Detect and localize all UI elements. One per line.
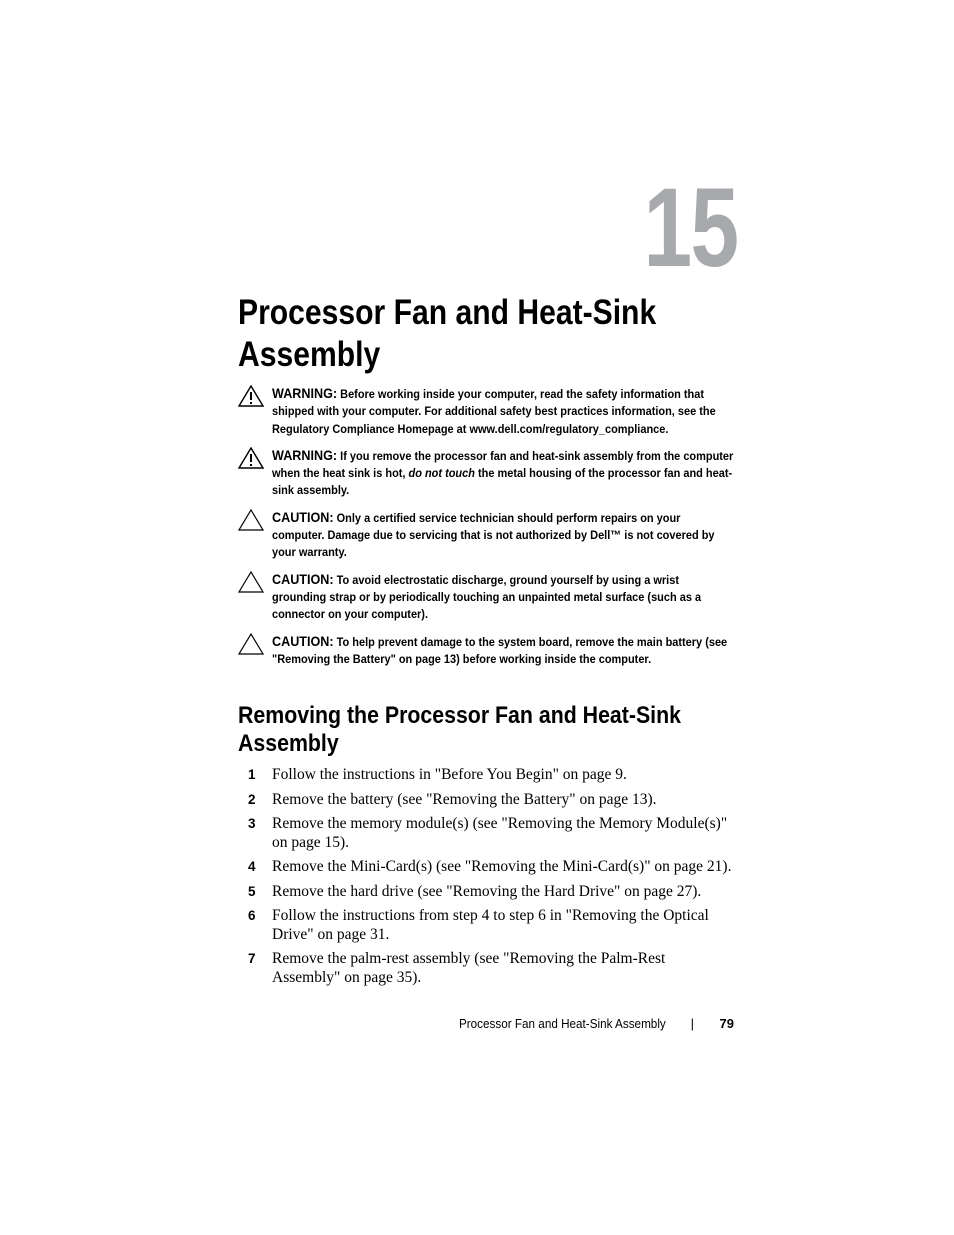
- list-item: [248, 791, 738, 810]
- list-item: [248, 858, 738, 877]
- step-text: Remove the hard drive (see "Removing the Hard Drive" on page 27).: [272, 882, 702, 900]
- caution-notice: [238, 571, 738, 624]
- notice-label: CAUTION:: [272, 632, 334, 649]
- list-item: [248, 815, 738, 852]
- footer-title: Processor Fan and Heat-Sink Assembly: [459, 1016, 666, 1031]
- step-text: Remove the palm-rest assembly (see "Removing the Palm-Rest Assembly" on page 35).: [272, 950, 666, 986]
- steps-list: [248, 766, 738, 993]
- list-item: [248, 766, 738, 785]
- caution-triangle-icon: [238, 633, 264, 655]
- step-number: 4: [248, 859, 256, 874]
- step-text: Remove the Mini-Card(s) (see "Removing the Mini-Card(s)" on page 21).: [272, 858, 732, 875]
- caution-triangle-icon: [238, 509, 264, 531]
- notice-label: CAUTION:: [272, 570, 334, 587]
- notice-label: WARNING:: [272, 385, 338, 401]
- step-number: 2: [248, 791, 256, 807]
- section-title: Removing the Processor Fan and Heat-Sink Assembly: [238, 702, 681, 757]
- notice-label: WARNING:: [272, 446, 338, 463]
- notices-list: [238, 385, 738, 677]
- step-number: 7: [248, 951, 256, 966]
- chapter-number: 15: [643, 165, 738, 290]
- page-number: 79: [719, 1016, 734, 1031]
- notice-text: To help prevent damage to the system board, remove the main battery (see "Removing the Battery" on page 13) before working inside the computer.: [272, 634, 728, 666]
- notice-text: the metal housing of the processor fan and heat-sink assembly.: [272, 466, 733, 498]
- step-number: 6: [248, 908, 256, 923]
- notice-text: If you remove the processor fan and heat-sink assembly from the computer when the heat sink is hot,: [272, 448, 734, 481]
- notice-emphasis: do not touch: [408, 466, 475, 481]
- caution-notice: [238, 509, 738, 562]
- warning-triangle-icon: [238, 385, 264, 407]
- notice-text: To avoid electrostatic discharge, ground yourself by using a wrist grounding strap or by periodically touching an unpainted metal surface (such as a connector on your computer).: [272, 572, 702, 622]
- step-text: Remove the battery (see "Removing the Battery" on page 13).: [272, 790, 657, 808]
- chapter-title: Processor Fan and Heat-Sink Assembly: [238, 293, 657, 374]
- warning-notice: [238, 385, 738, 438]
- list-item: [248, 950, 738, 987]
- notice-text: Only a certified service technician should perform repairs on your computer. Damage due to servicing that is not authorized by Dell™ is not covered by your warranty.: [272, 510, 715, 560]
- step-text: Follow the instructions in "Before You Begin" on page 9.: [272, 766, 627, 783]
- notice-label: CAUTION:: [272, 508, 334, 525]
- step-number: 3: [248, 816, 256, 831]
- step-number: 5: [248, 883, 256, 899]
- caution-triangle-icon: [238, 571, 264, 593]
- step-number: 1: [248, 767, 256, 782]
- caution-notice: [238, 633, 738, 669]
- step-text: Follow the instructions from step 4 to step 6 in "Removing the Optical Drive" on page 31.: [272, 907, 709, 943]
- notice-text: Before working inside your computer, read the safety information that shipped with your computer. For additional safety best practices information, see the Regulatory Compliance Homepage at www.dell.com/regulatory_compliance.: [272, 387, 716, 436]
- list-item: [248, 907, 738, 944]
- footer-separator: |: [690, 1016, 694, 1031]
- step-text: Remove the memory module(s) (see "Removing the Memory Module(s)" on page 15).: [272, 815, 728, 851]
- list-item: [248, 883, 738, 902]
- warning-triangle-icon: [238, 447, 264, 469]
- warning-notice: [238, 447, 738, 500]
